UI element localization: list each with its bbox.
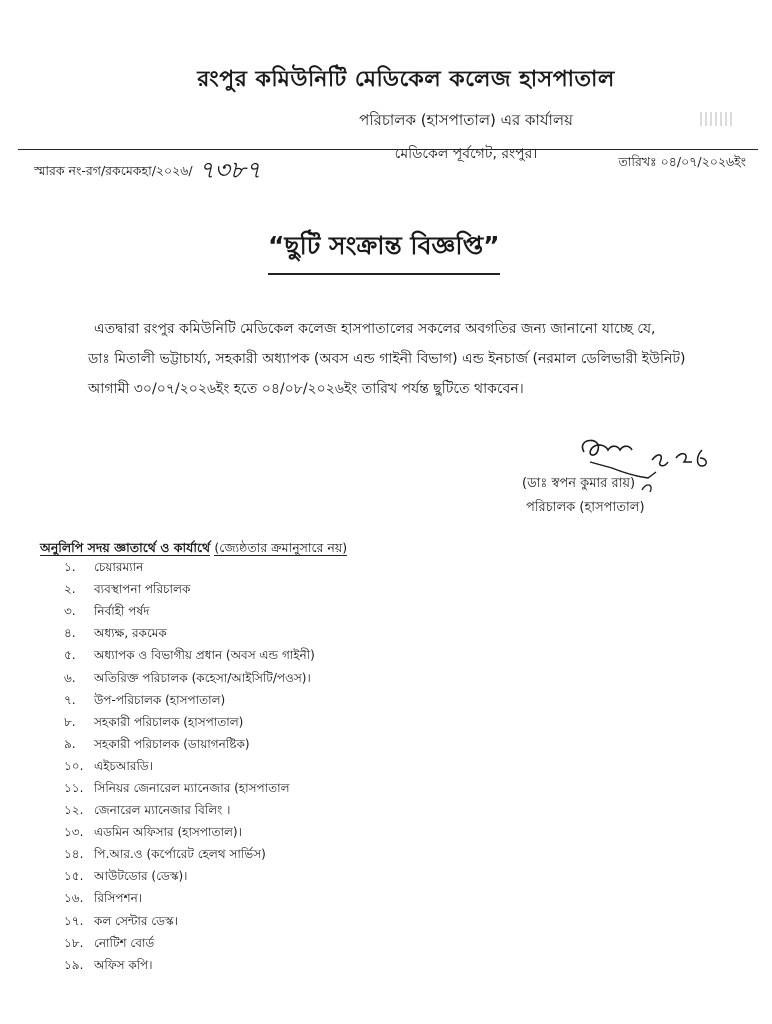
copy-recipient-number: ১০. (64, 758, 84, 773)
office-name: পরিচালক (হাসপাতাল) এর কার্যালয় (359, 111, 573, 129)
copy-recipient-number: ১৪. (64, 847, 84, 862)
copy-recipient-number: ১১. (64, 780, 84, 795)
copy-recipient-text: রিসিপশন। (94, 891, 143, 906)
copy-recipient-item (64, 580, 315, 602)
signatory-name: (ডাঃ স্বপন কুমার রায়) (522, 476, 636, 491)
copy-recipient-text: উপ-পরিচালক (হাসপাতাল) (94, 692, 226, 707)
copy-recipient-item (64, 624, 315, 646)
copy-recipient-text: অতিরিক্ত পরিচালক (কহেসা/আইসিটি/পওস)। (94, 670, 311, 685)
copy-recipient-item (64, 668, 315, 690)
copy-recipient-text: কল সেন্টার ডেস্ক। (94, 913, 178, 928)
notice-line-3: আগামী ৩০/০৭/২০২৬ইং হতে ০৪/০৮/২০২৬ইং তারিখ পর্যন্ত ছুটিতে থাকবেন। (88, 381, 524, 397)
copies-heading-note: (জ্যেষ্ঠতার ক্রমানুসারে নয়) (214, 540, 348, 555)
copy-recipient-number: ১৭. (64, 913, 84, 928)
copies-heading (40, 540, 347, 560)
copy-recipient-number: ১৩. (64, 825, 84, 840)
signature-block (520, 432, 720, 522)
signatory-designation: পরিচালক (হাসপাতাল) (526, 500, 645, 515)
copy-recipient-text: এডমিন অফিসার (হাসপাতাল)। (94, 825, 242, 840)
memo-date: তারিখঃ ০৪/০৭/২০২৬ইং (618, 154, 746, 169)
copy-recipient-item (64, 735, 315, 757)
header-divider (18, 149, 758, 150)
copy-recipient-number: ১২. (64, 803, 84, 818)
copy-recipient-number: ৮. (64, 714, 76, 729)
memo-label: স্মারক নং-রগ/রকমেকহা/২০২৬/ (34, 163, 193, 178)
copy-recipient-number: ৩. (64, 604, 76, 619)
copy-recipient-item (64, 912, 315, 934)
copy-recipient-number: ৭. (64, 692, 76, 707)
office-address: মেডিকেল পূর্বগেট, রংপুর। (394, 146, 538, 162)
copy-recipient-text: সহকারী পরিচালক (হাসপাতাল) (94, 714, 244, 729)
hospital-name: রংপুর কমিউনিটি মেডিকেল কলেজ হাসপাতাল (197, 67, 615, 92)
copies-list (64, 558, 315, 978)
letterhead (0, 62, 772, 166)
copies-heading-label: অনুলিপি সদয় জ্ঞাতার্থে ও কার্যার্থে (40, 540, 211, 555)
copy-recipient-item (64, 845, 315, 867)
copy-recipient-text: এইচআরডি। (94, 758, 154, 773)
notice-title: “ছুটি সংক্রান্ত বিজ্ঞপ্তি” (268, 226, 500, 275)
copy-recipient-number: ২. (64, 582, 76, 597)
copy-recipient-number: ৪. (64, 626, 76, 641)
copy-recipient-number: ৫. (64, 648, 76, 663)
copy-recipient-text: পি.আর.ও (কর্পোরেট হেলথ সার্ভিস) (94, 847, 266, 862)
copy-recipient-text: নোটিশ বোর্ড (94, 935, 155, 950)
copy-recipient-text: আউটডোর (ডেস্ক)। (94, 869, 188, 884)
copy-recipient-number: ৬. (64, 670, 76, 685)
copy-recipient-text: অধ্যক্ষ, রকমেক (94, 626, 167, 641)
copy-recipient-number: ১৮. (64, 935, 84, 950)
copy-recipient-item (64, 691, 315, 713)
copy-recipient-item (64, 801, 315, 823)
copy-recipient-text: জেনারেল ম্যানেজার বিলিং । (94, 803, 231, 818)
copy-recipient-item (64, 558, 315, 580)
copy-recipient-text: নির্বাহী পর্ষদ (94, 604, 150, 619)
copy-recipient-item (64, 713, 315, 735)
copy-recipient-item (64, 646, 315, 668)
copy-recipient-text: ব্যবস্থাপনা পরিচালক (94, 582, 191, 597)
copy-recipient-item (64, 934, 315, 956)
memo-reference (34, 152, 261, 192)
copy-recipient-item (64, 823, 315, 845)
copy-recipient-text: সহকারী পরিচালক (ডায়াগনষ্টিক) (94, 736, 250, 751)
copy-recipient-number: ৯. (64, 736, 76, 751)
copy-recipient-text: সিনিয়র জেনারেল ম্যানেজার (হাসপাতাল (94, 780, 290, 795)
copy-recipient-item (64, 889, 315, 911)
copy-recipient-number: ১৯. (64, 957, 84, 972)
copy-recipient-number: ১৬. (64, 891, 84, 906)
copy-recipient-item (64, 602, 315, 624)
memo-number: ৭৩৮৭ (198, 156, 262, 184)
copy-recipient-number: ১৫. (64, 869, 84, 884)
copy-recipient-number: ১. (64, 560, 76, 575)
notice-line-2: ডাঃ মিতালী ভট্টাচার্য্য, সহকারী অধ্যাপক (অবস এন্ড গাইনী বিভাগ) এন্ড ইনচার্জ (নরমাল ডেলিভারী ইউনিট) (88, 351, 686, 367)
copy-recipient-item (64, 956, 315, 978)
copy-recipient-item (64, 779, 315, 801)
notice-line-1: এতদ্বারা রংপুর কমিউনিটি মেডিকেল কলেজ হাসপাতালের সকলের অবগতির জন্য জানানো যাচ্ছে যে, (94, 321, 656, 337)
copy-recipient-item (64, 867, 315, 889)
scan-smudge (700, 112, 734, 126)
copy-recipient-text: অফিস কপি। (94, 957, 153, 972)
copy-recipient-item (64, 757, 315, 779)
copy-recipient-text: চেয়ারম্যান (94, 560, 144, 575)
copy-recipient-text: অধ্যাপক ও বিভাগীয় প্রধান (অবস এন্ড গাইনী) (94, 648, 315, 663)
